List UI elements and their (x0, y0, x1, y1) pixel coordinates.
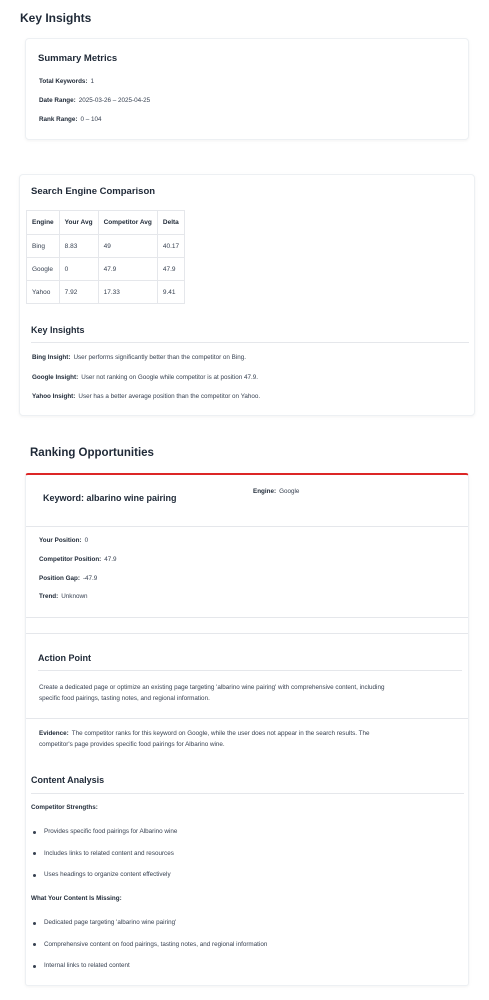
list-item: Dedicated page targeting 'albarino wine pairing' (31, 919, 267, 941)
opportunity-card (25, 473, 469, 986)
col-your-avg: Your Avg (59, 211, 98, 235)
cell-competitor-avg: 17.33 (98, 281, 157, 304)
cell-delta: 40.17 (157, 235, 184, 258)
content-analysis-title: Content Analysis (31, 775, 105, 785)
search-engine-comparison-card (19, 174, 475, 416)
competitor-position: Competitor Position: 47.9 (39, 556, 117, 563)
action-point-text: Create a dedicated page or optimize an existing page targeting 'albarino wine pairing' with comprehensive content, including specific food pairings, tasting notes, and regional information. (39, 684, 385, 702)
comparison-title: Search Engine Comparison (31, 186, 156, 197)
summary-metrics-title: Summary Metrics (38, 53, 118, 64)
cell-competitor-avg: 49 (98, 235, 157, 258)
comparison-table (26, 210, 185, 304)
cell-your-avg: 0 (59, 258, 98, 281)
competitor-strengths-list (31, 828, 177, 893)
divider (38, 670, 462, 671)
bing-insight: Bing Insight: User performs significantly better than the competitor on Bing. (32, 354, 247, 361)
missing-content-title: What Your Content Is Missing: (31, 895, 122, 902)
metric-rank-range: Rank Range: 0 – 104 (39, 116, 102, 123)
trend: Trend: Unknown (39, 593, 88, 600)
list-item: Provides specific food pairings for Albarino wine (31, 828, 177, 850)
cell-delta: 47.9 (157, 258, 184, 281)
divider (26, 526, 468, 527)
col-engine: Engine (27, 211, 60, 235)
divider (31, 793, 464, 794)
col-competitor-avg: Competitor Avg (98, 211, 157, 235)
position-gap: Position Gap: -47.9 (39, 575, 98, 582)
cell-your-avg: 7.92 (59, 281, 98, 304)
your-position: Your Position: 0 (39, 537, 89, 544)
cell-engine: Bing (27, 235, 60, 258)
col-delta: Delta (157, 211, 184, 235)
engine-label: Engine: Google (253, 488, 300, 495)
google-insight: Google Insight: User not ranking on Google while competitor is at position 47.9. (32, 374, 258, 381)
ranking-opportunities-heading: Ranking Opportunities (30, 447, 154, 459)
comparison-table-header (27, 211, 185, 235)
table-row (27, 281, 185, 304)
list-item: Internal links to related content (31, 962, 267, 984)
metric-total-keywords: Total Keywords: 1 (39, 78, 95, 85)
cell-engine: Yahoo (27, 281, 60, 304)
divider (26, 633, 468, 634)
missing-content-list (31, 919, 267, 984)
cell-engine: Google (27, 258, 60, 281)
cell-competitor-avg: 47.9 (98, 258, 157, 281)
divider (26, 617, 468, 618)
table-row (27, 235, 185, 258)
evidence-text: Evidence: The competitor ranks for this keyword on Google, while the user does not appear in the search results. The competitor's page provides specific food pairings for Albarino wine. (39, 730, 370, 748)
competitor-strengths-title: Competitor Strengths: (31, 804, 98, 811)
cell-delta: 9.41 (157, 281, 184, 304)
yahoo-insight: Yahoo Insight: User has a better average position than the competitor on Yahoo. (32, 393, 261, 400)
list-item: Uses headings to organize content effectively (31, 871, 177, 893)
cell-your-avg: 8.83 (59, 235, 98, 258)
key-insights-heading: Key Insights (20, 11, 92, 25)
action-point-title: Action Point (38, 653, 91, 663)
table-row (27, 258, 185, 281)
divider (26, 718, 468, 719)
comparison-insights-title: Key Insights (31, 325, 85, 335)
list-item: Includes links to related content and resources (31, 850, 177, 872)
keyword-label: Keyword: albarino wine pairing (43, 493, 177, 503)
summary-metrics-card (25, 38, 469, 140)
metric-date-range: Date Range: 2025-03-26 – 2025-04-25 (39, 97, 151, 104)
divider (31, 342, 469, 343)
list-item: Comprehensive content on food pairings, tasting notes, and regional information (31, 941, 267, 963)
